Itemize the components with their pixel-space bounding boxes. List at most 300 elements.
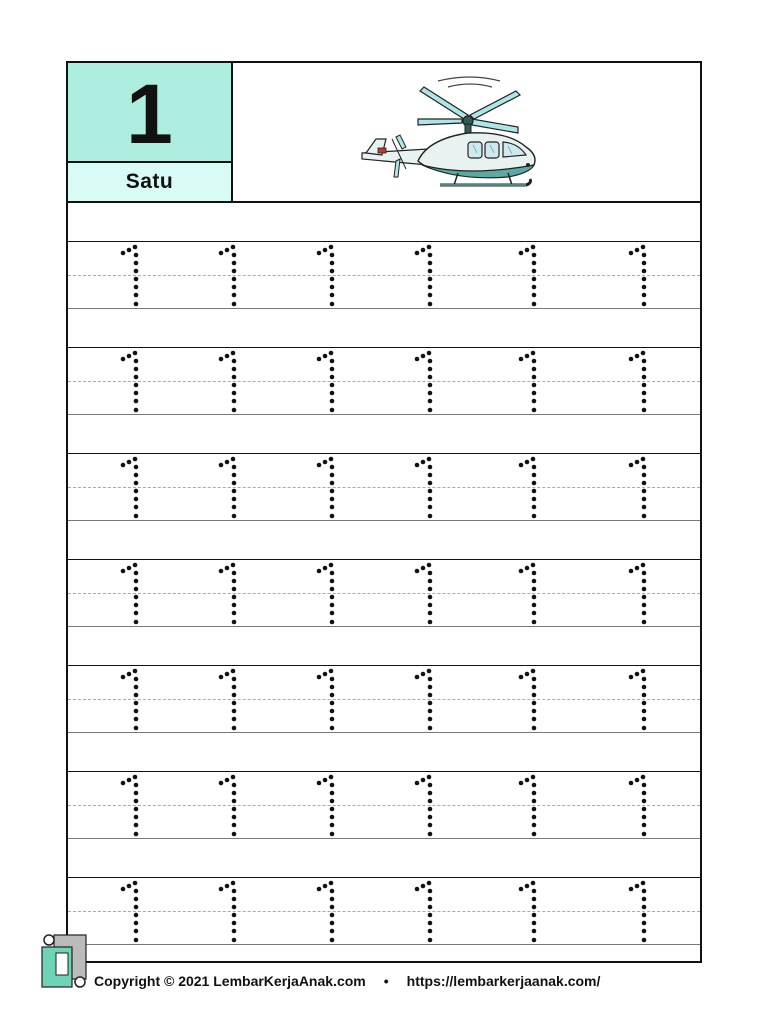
trace-dot [629, 887, 634, 892]
trace-dot [329, 457, 334, 462]
trace-dot [134, 791, 139, 796]
trace-dot [525, 884, 530, 889]
trace-dot [428, 367, 433, 372]
trace-dot [134, 497, 139, 502]
trace-dot [428, 285, 433, 290]
trace-dot [642, 587, 647, 592]
trace-dot [642, 253, 647, 258]
trace-dot [427, 669, 432, 674]
trace-dot [532, 587, 537, 592]
trace-dot [232, 889, 237, 894]
trace-dot [532, 571, 537, 576]
trace-dot [219, 569, 224, 574]
trace-dot [232, 677, 237, 682]
trace-dot [232, 473, 237, 478]
trace-dot [330, 823, 335, 828]
trace-dot [134, 717, 139, 722]
trace-dot [134, 897, 139, 902]
trace-dot [532, 473, 537, 478]
dotted-numeral-1 [628, 349, 650, 415]
trace-dot [428, 709, 433, 714]
trace-dot [519, 781, 524, 786]
trace-dot [532, 367, 537, 372]
trace-dot [519, 887, 524, 892]
trace-dot [330, 302, 335, 307]
trace-dot [642, 261, 647, 266]
trace-dot [642, 571, 647, 576]
trace-dot [121, 887, 126, 892]
trace-dot [329, 775, 334, 780]
row-spacer [68, 627, 700, 665]
trace-dot [532, 579, 537, 584]
trace-dot [330, 505, 335, 510]
trace-dot [532, 620, 537, 625]
trace-dot [134, 367, 139, 372]
trace-dot [134, 383, 139, 388]
dotted-numeral-1 [628, 561, 650, 627]
trace-dot [532, 677, 537, 682]
trace-dot [532, 905, 537, 910]
trace-dot [330, 391, 335, 396]
trace-dot [519, 675, 524, 680]
trace-dot [330, 611, 335, 616]
trace-dot [330, 359, 335, 364]
trace-dot [642, 717, 647, 722]
trace-dot [428, 921, 433, 926]
dotted-numeral-1 [120, 243, 142, 309]
trace-dot [428, 481, 433, 486]
trace-dot [642, 489, 647, 494]
trace-dot [134, 709, 139, 714]
trace-dot [127, 884, 132, 889]
trace-dot [641, 245, 646, 250]
dotted-numeral-1 [414, 773, 436, 839]
trace-dot [635, 884, 640, 889]
footer-separator: • [383, 973, 389, 989]
trace-dot [421, 672, 426, 677]
trace-dot [225, 778, 230, 783]
trace-dot [232, 921, 237, 926]
trace-dot [121, 569, 126, 574]
trace-dot [134, 505, 139, 510]
trace-dot [232, 709, 237, 714]
trace-dot [635, 566, 640, 571]
trace-dot [133, 457, 138, 462]
trace-dot [641, 563, 646, 568]
dotted-numeral-1 [414, 243, 436, 309]
trace-dot [225, 354, 230, 359]
row-spacer [68, 733, 700, 771]
trace-dot [532, 253, 537, 258]
trace-dot [134, 481, 139, 486]
trace-dot [231, 245, 236, 250]
trace-dot [121, 357, 126, 362]
trace-dot [641, 351, 646, 356]
trace-dot [330, 921, 335, 926]
trace-dot [127, 672, 132, 677]
trace-dot [232, 293, 237, 298]
trace-dot [225, 566, 230, 571]
trace-dot [532, 832, 537, 837]
trace-dot [428, 905, 433, 910]
dotted-numeral-1 [518, 349, 540, 415]
trace-dot [531, 457, 536, 462]
dotted-numeral-1 [218, 455, 240, 521]
dotted-numeral-1 [316, 349, 338, 415]
trace-dot [428, 408, 433, 413]
trace-dot [329, 881, 334, 886]
trace-dot [525, 672, 530, 677]
tracing-row [68, 665, 700, 733]
trace-dot [525, 778, 530, 783]
trace-dot [532, 383, 537, 388]
footer-credit [94, 973, 600, 989]
trace-dot [225, 248, 230, 253]
trace-dot [225, 884, 230, 889]
trace-dot [642, 505, 647, 510]
trace-dot [134, 261, 139, 266]
trace-dot [323, 460, 328, 465]
dotted-numeral-1 [218, 561, 240, 627]
dotted-numeral-1 [316, 667, 338, 733]
trace-dot [232, 897, 237, 902]
trace-dot [428, 505, 433, 510]
trace-dot [330, 832, 335, 837]
trace-dot [642, 799, 647, 804]
trace-dot [532, 603, 537, 608]
trace-dot [532, 285, 537, 290]
trace-dot [428, 832, 433, 837]
trace-dot [134, 677, 139, 682]
tracing-row [68, 559, 700, 627]
dotted-numeral-1 [316, 773, 338, 839]
trace-dot [642, 603, 647, 608]
trace-dot [225, 460, 230, 465]
dotted-numeral-1 [120, 455, 142, 521]
row-spacer [68, 521, 700, 559]
trace-dot [532, 391, 537, 396]
trace-dot [317, 887, 322, 892]
trace-dot [232, 277, 237, 282]
number-word: Satu [125, 170, 174, 193]
trace-dot [428, 359, 433, 364]
trace-dot [323, 354, 328, 359]
trace-dot [428, 587, 433, 592]
dashed-midline [68, 381, 700, 382]
trace-dot [428, 595, 433, 600]
dotted-numeral-1 [414, 349, 436, 415]
trace-dot [642, 391, 647, 396]
worksheet-header [68, 63, 700, 203]
trace-dot [232, 285, 237, 290]
trace-dot [232, 269, 237, 274]
trace-dot [642, 359, 647, 364]
trace-dot [531, 669, 536, 674]
trace-dot [323, 884, 328, 889]
trace-dot [231, 563, 236, 568]
trace-dot [134, 465, 139, 470]
trace-dot [330, 709, 335, 714]
trace-dot [134, 408, 139, 413]
trace-dot [330, 293, 335, 298]
trace-dot [330, 603, 335, 608]
trace-dot [642, 465, 647, 470]
trace-dot [329, 351, 334, 356]
website-link[interactable]: https://lembarkerjaanak.com/ [406, 973, 601, 989]
trace-dot [134, 799, 139, 804]
dotted-numeral-1 [120, 667, 142, 733]
trace-dot [231, 775, 236, 780]
trace-dot [428, 391, 433, 396]
trace-dot [134, 701, 139, 706]
trace-dot [134, 473, 139, 478]
trace-dot [532, 497, 537, 502]
footer [40, 933, 740, 993]
trace-dot [421, 460, 426, 465]
trace-dot [330, 465, 335, 470]
trace-dot [330, 514, 335, 519]
trace-dot [525, 460, 530, 465]
trace-dot [428, 913, 433, 918]
trace-dot [642, 823, 647, 828]
trace-dot [642, 497, 647, 502]
trace-dot [532, 261, 537, 266]
trace-dot [532, 375, 537, 380]
trace-dot [133, 775, 138, 780]
trace-dot [428, 823, 433, 828]
trace-dot [519, 569, 524, 574]
trace-dot [134, 603, 139, 608]
trace-dot [232, 823, 237, 828]
trace-dot [232, 783, 237, 788]
trace-dot [232, 408, 237, 413]
dashed-midline [68, 487, 700, 488]
trace-dot [219, 251, 224, 256]
trace-dot [134, 571, 139, 576]
trace-dot [519, 357, 524, 362]
trace-dot [642, 913, 647, 918]
trace-dot [134, 253, 139, 258]
trace-dot [232, 815, 237, 820]
dotted-numeral-1 [628, 773, 650, 839]
trace-dot [232, 905, 237, 910]
trace-dot [232, 383, 237, 388]
trace-dot [330, 489, 335, 494]
trace-dot [330, 717, 335, 722]
trace-dot [428, 717, 433, 722]
trace-dot [531, 245, 536, 250]
trace-dot [232, 481, 237, 486]
trace-dot [330, 399, 335, 404]
trace-dot [232, 571, 237, 576]
trace-dot [428, 579, 433, 584]
trace-dot [330, 473, 335, 478]
trace-dot [330, 791, 335, 796]
trace-dot [330, 253, 335, 258]
trace-dot [642, 709, 647, 714]
numeral-title: 1 [126, 67, 173, 161]
trace-dot [317, 675, 322, 680]
trace-dot [232, 799, 237, 804]
trace-dot [641, 669, 646, 674]
trace-dot [532, 913, 537, 918]
trace-dot [330, 799, 335, 804]
trace-dot [330, 693, 335, 698]
trace-dot [134, 391, 139, 396]
trace-dot [121, 781, 126, 786]
trace-dot [532, 481, 537, 486]
trace-dot [532, 783, 537, 788]
trace-dot [134, 815, 139, 820]
trace-dot [232, 832, 237, 837]
trace-dot [642, 832, 647, 837]
trace-dot [134, 832, 139, 837]
dotted-numeral-1 [414, 455, 436, 521]
trace-dot [531, 881, 536, 886]
trace-dot [134, 807, 139, 812]
dotted-numeral-1 [414, 667, 436, 733]
trace-dot [134, 399, 139, 404]
trace-dot [134, 905, 139, 910]
trace-dot [428, 571, 433, 576]
trace-dot [428, 799, 433, 804]
trace-dot [642, 905, 647, 910]
trace-dot [642, 481, 647, 486]
trace-dot [134, 277, 139, 282]
word-cell [68, 163, 233, 201]
numeral-cell [68, 63, 233, 163]
trace-dot [642, 595, 647, 600]
dotted-numeral-1 [628, 667, 650, 733]
row-spacer [68, 415, 700, 453]
trace-dot [642, 726, 647, 731]
trace-dot [428, 302, 433, 307]
trace-dot [232, 693, 237, 698]
trace-dot [532, 269, 537, 274]
trace-dot [134, 726, 139, 731]
trace-dot [330, 579, 335, 584]
trace-dot [532, 726, 537, 731]
trace-dot [415, 675, 420, 680]
dotted-numeral-1 [120, 349, 142, 415]
trace-dot [317, 251, 322, 256]
copyright-text: Copyright © 2021 LembarKerjaAnak.com [94, 973, 366, 989]
trace-dot [635, 354, 640, 359]
trace-dot [428, 465, 433, 470]
trace-dot [134, 595, 139, 600]
trace-dot [428, 807, 433, 812]
trace-dot [232, 367, 237, 372]
trace-dot [428, 620, 433, 625]
trace-dot [330, 815, 335, 820]
trace-dot [532, 807, 537, 812]
trace-dot [428, 269, 433, 274]
trace-dot [330, 595, 335, 600]
trace-dot [641, 881, 646, 886]
trace-dot [232, 261, 237, 266]
trace-dot [642, 815, 647, 820]
trace-dot [532, 823, 537, 828]
trace-dot [330, 408, 335, 413]
trace-dot [428, 399, 433, 404]
trace-dot [532, 489, 537, 494]
trace-dot [427, 351, 432, 356]
trace-dot [127, 248, 132, 253]
trace-dot [421, 354, 426, 359]
trace-dot [330, 367, 335, 372]
dotted-numeral-1 [218, 243, 240, 309]
trace-dot [134, 579, 139, 584]
trace-dot [525, 248, 530, 253]
trace-dot [330, 481, 335, 486]
trace-dot [232, 685, 237, 690]
trace-dot [427, 775, 432, 780]
dotted-numeral-1 [316, 243, 338, 309]
trace-dot [525, 354, 530, 359]
trace-dot [428, 726, 433, 731]
lembarkerjaanak-logo [40, 933, 90, 989]
trace-dot [642, 791, 647, 796]
trace-dot [428, 783, 433, 788]
trace-dot [532, 611, 537, 616]
trace-dot [134, 375, 139, 380]
trace-dot [329, 563, 334, 568]
dotted-numeral-1 [518, 561, 540, 627]
trace-dot [232, 489, 237, 494]
dotted-numeral-1 [518, 773, 540, 839]
trace-dot [134, 293, 139, 298]
trace-dot [532, 693, 537, 698]
trace-dot [219, 675, 224, 680]
trace-dot [641, 457, 646, 462]
trace-dot [532, 595, 537, 600]
trace-dot [134, 889, 139, 894]
trace-dot [415, 569, 420, 574]
trace-dot [133, 351, 138, 356]
row-spacer [68, 309, 700, 347]
trace-dot [428, 897, 433, 902]
trace-dot [428, 293, 433, 298]
trace-dot [232, 505, 237, 510]
dotted-numeral-1 [120, 561, 142, 627]
trace-dot [421, 248, 426, 253]
trace-dot [219, 463, 224, 468]
trace-dot [232, 579, 237, 584]
trace-dot [133, 245, 138, 250]
trace-dot [317, 781, 322, 786]
trace-dot [428, 253, 433, 258]
trace-dot [642, 889, 647, 894]
trace-dot [428, 277, 433, 282]
trace-dot [428, 489, 433, 494]
trace-dot [421, 884, 426, 889]
trace-dot [532, 277, 537, 282]
tracing-row [68, 453, 700, 521]
trace-dot [421, 566, 426, 571]
dashed-midline [68, 699, 700, 700]
trace-dot [427, 457, 432, 462]
worksheet-sheet [66, 61, 702, 963]
trace-dot [134, 693, 139, 698]
trace-dot [330, 685, 335, 690]
trace-dot [428, 514, 433, 519]
trace-dot [532, 889, 537, 894]
trace-dot [642, 293, 647, 298]
trace-dot [329, 669, 334, 674]
trace-dot [231, 351, 236, 356]
trace-dot [330, 571, 335, 576]
trace-dot [532, 465, 537, 470]
